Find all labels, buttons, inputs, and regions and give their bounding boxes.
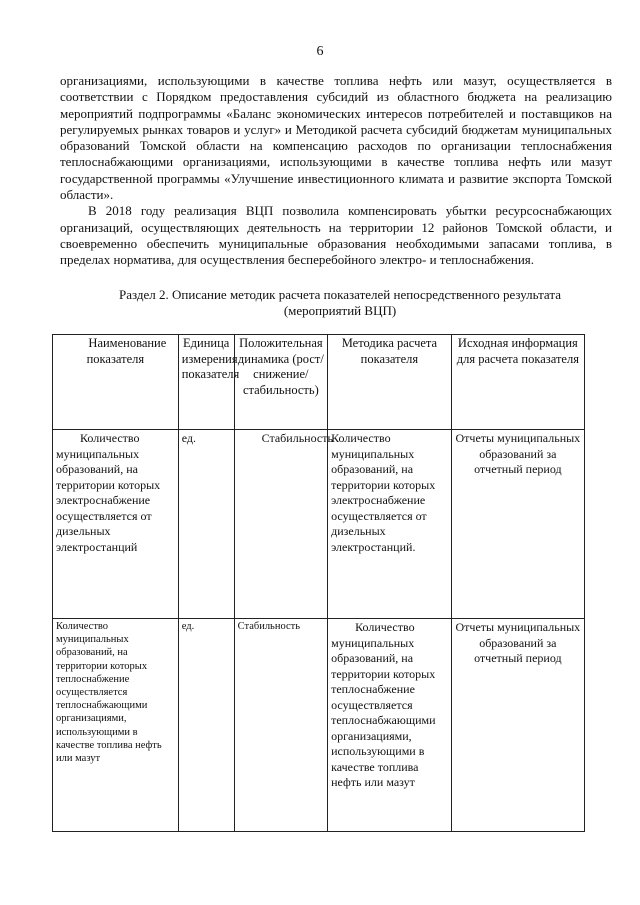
indicators-table bbox=[52, 334, 585, 832]
cell-indicator-name: Количество муниципальных образований, на территории которых теплоснабжение осуществляется теплоснабжающими организациями, использующими в качестве топлива нефть или мазут bbox=[53, 619, 179, 832]
column-header-dynamics: Положительная динамика (рост/снижение/стабильность) bbox=[234, 335, 328, 430]
column-header-source: Исходная информация для расчета показателя bbox=[451, 335, 584, 430]
paragraph: В 2018 году реализация ВЦП позволила компенсировать убытки ресурсоснабжающих организаций, осуществляющих деятельность на территории 12 районов Томской области, и своевременно обеспечить муниципальные образования необходимыми запасами топлива, в пределах норматива, для осуществления бесперебойного электро- и теплоснабжения. bbox=[60, 203, 612, 268]
column-header-unit: Единица измерения показателя bbox=[178, 335, 234, 430]
table-row bbox=[53, 430, 585, 619]
section-heading-line: (мероприятий ВЦП) bbox=[283, 303, 397, 318]
body-text bbox=[60, 73, 612, 269]
cell-unit: ед. bbox=[178, 430, 234, 619]
page-number: 6 bbox=[316, 44, 324, 59]
cell-dynamics: Стабильность bbox=[234, 619, 328, 832]
cell-method: Количество муниципальных образований, на территории которых теплоснабжение осуществляется теплоснабжающими организациями, использующими в качестве топлива нефть или мазут bbox=[328, 619, 452, 832]
column-header-name: Наименование показателя bbox=[53, 335, 179, 430]
cell-indicator-name: Количество муниципальных образований, на территории которых электроснабжение осуществляется от дизельных электростанций bbox=[53, 430, 179, 619]
cell-method: Количество муниципальных образований, на территории которых электроснабжение осуществляется от дизельных электростанций. bbox=[328, 430, 452, 619]
paragraph: организациями, использующими в качестве топлива нефть или мазут, осуществляется в соответствии с Порядком предоставления субсидий из областного бюджета на реализацию мероприятий подпрограммы «Баланс экономических интересов потребителей и поставщиков на регулируемых рынках товаров и услуг» и Методикой расчета субсидий бюджетам муниципальных образований Томской области на компенсацию расходов по организации теплоснабжения теплоснабжающими организациями, использующими в качестве топлива нефть или мазут государственной программы «Улучшение инвестиционного климата и развитие экспорта Томской области». bbox=[60, 73, 612, 203]
section-heading bbox=[60, 287, 620, 319]
table-header-row bbox=[53, 335, 585, 430]
cell-dynamics: Стабильность bbox=[234, 430, 328, 619]
cell-unit: ед. bbox=[178, 619, 234, 832]
column-header-method: Методика расчета показателя bbox=[328, 335, 452, 430]
cell-source: Отчеты муниципальных образований за отчетный период bbox=[451, 430, 584, 619]
section-heading-line: Раздел 2. Описание методик расчета показателей непосредственного результата bbox=[119, 287, 561, 302]
table-row bbox=[53, 619, 585, 832]
cell-source: Отчеты муниципальных образований за отчетный период bbox=[451, 619, 584, 832]
